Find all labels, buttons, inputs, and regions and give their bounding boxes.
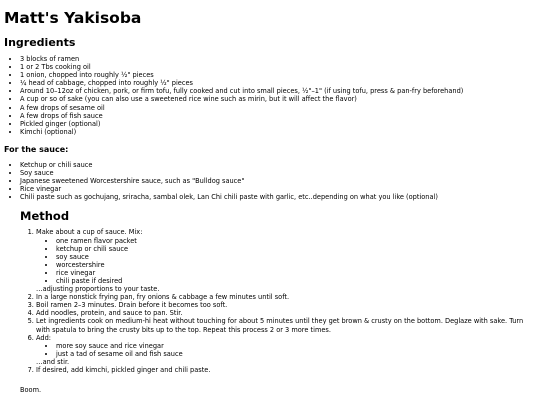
step-suffix: …adjusting proportions to your taste. bbox=[36, 285, 160, 294]
list-item: • Ketchup or chili sauce bbox=[20, 161, 536, 169]
list-item: • rice vinegar bbox=[56, 269, 536, 277]
list-item: • Pickled ginger (optional) bbox=[20, 120, 536, 128]
list-item: • A few drops of fish sauce bbox=[20, 112, 536, 120]
list-item: • Chili paste such as gochujang, sriracha, sambal olek, Lan Chi chili paste with garlic, etc..depending on what you like (optional) bbox=[20, 193, 536, 201]
sauce-heading: For the sauce: bbox=[4, 144, 69, 154]
sauce-mix-list bbox=[36, 237, 536, 286]
list-item: • 1 or 2 Tbs cooking oil bbox=[20, 63, 536, 71]
method-step bbox=[36, 366, 536, 374]
list-item: • worcestershire bbox=[56, 261, 536, 269]
list-item: • A few drops of sesame oil bbox=[20, 104, 536, 112]
method-step bbox=[36, 334, 536, 366]
step-text: Let ingredients cook on medium-hi heat without touching for about 5 minutes until they get brown & crusty on the bottom. Deglaze with sake. Turn with spatula to bring the crusty bits up to the top. Repeat this process 2 or 3 more times. bbox=[36, 317, 524, 334]
step-text: If desired, add kimchi, pickled ginger and chili paste. bbox=[36, 366, 211, 374]
method-step bbox=[36, 228, 536, 293]
list-item: • Rice vinegar bbox=[20, 185, 536, 193]
list-item: • Kimchi (optional) bbox=[20, 128, 536, 136]
step-text: Boil ramen 2–3 minutes. Drain before it becomes too soft. bbox=[36, 301, 228, 310]
step-text: Make about a cup of sauce. Mix: bbox=[36, 228, 143, 237]
list-item: • just a tad of sesame oil and fish sauce bbox=[56, 350, 536, 358]
sauce-list bbox=[4, 161, 536, 201]
step-suffix: …and stir. bbox=[36, 357, 70, 366]
closing-text: Boom. bbox=[20, 386, 42, 395]
list-item: • chili paste if desired bbox=[56, 277, 536, 285]
list-item: • soy sauce bbox=[56, 253, 536, 261]
list-item: • ketchup or chili sauce bbox=[56, 245, 536, 253]
list-item: • ¼ head of cabbage, chopped into roughly ½" pieces bbox=[20, 79, 536, 87]
method-step bbox=[36, 293, 536, 301]
method-step bbox=[36, 309, 536, 317]
ingredients-list bbox=[4, 55, 536, 136]
method-steps bbox=[4, 228, 536, 374]
add-list bbox=[36, 342, 536, 358]
method-heading: Method bbox=[20, 209, 70, 224]
list-item: • A cup or so of sake (you can also use a sweetened rice wine such as mirin, but it will affect the flavor) bbox=[20, 95, 536, 103]
list-item: • 3 blocks of ramen bbox=[20, 55, 536, 63]
step-text: Add noodles, protein, and sauce to pan. Stir. bbox=[36, 309, 183, 318]
step-text: Add: bbox=[36, 333, 51, 342]
list-item: • Soy sauce bbox=[20, 169, 536, 177]
method-step bbox=[36, 301, 536, 309]
list-item: • Around 10–12oz of chicken, pork, or firm tofu, fully cooked and cut into small pieces, ½"–1" (if using tofu, press & pan-fry beforehand) bbox=[20, 87, 536, 95]
ingredients-heading: Ingredients bbox=[4, 36, 76, 49]
list-item: • 1 onion, chopped into roughly ½" pieces bbox=[20, 71, 536, 79]
step-text: In a large nonstick frying pan, fry onions & cabbage a few minutes until soft. bbox=[36, 293, 290, 302]
method-step bbox=[36, 317, 536, 333]
list-item: • more soy sauce and rice vinegar bbox=[56, 342, 536, 350]
page-title: Matt's Yakisoba bbox=[4, 9, 142, 27]
list-item: • one ramen flavor packet bbox=[56, 237, 536, 245]
list-item: • Japanese sweetened Worcestershire sauce, such as "Bulldog sauce" bbox=[20, 177, 536, 185]
